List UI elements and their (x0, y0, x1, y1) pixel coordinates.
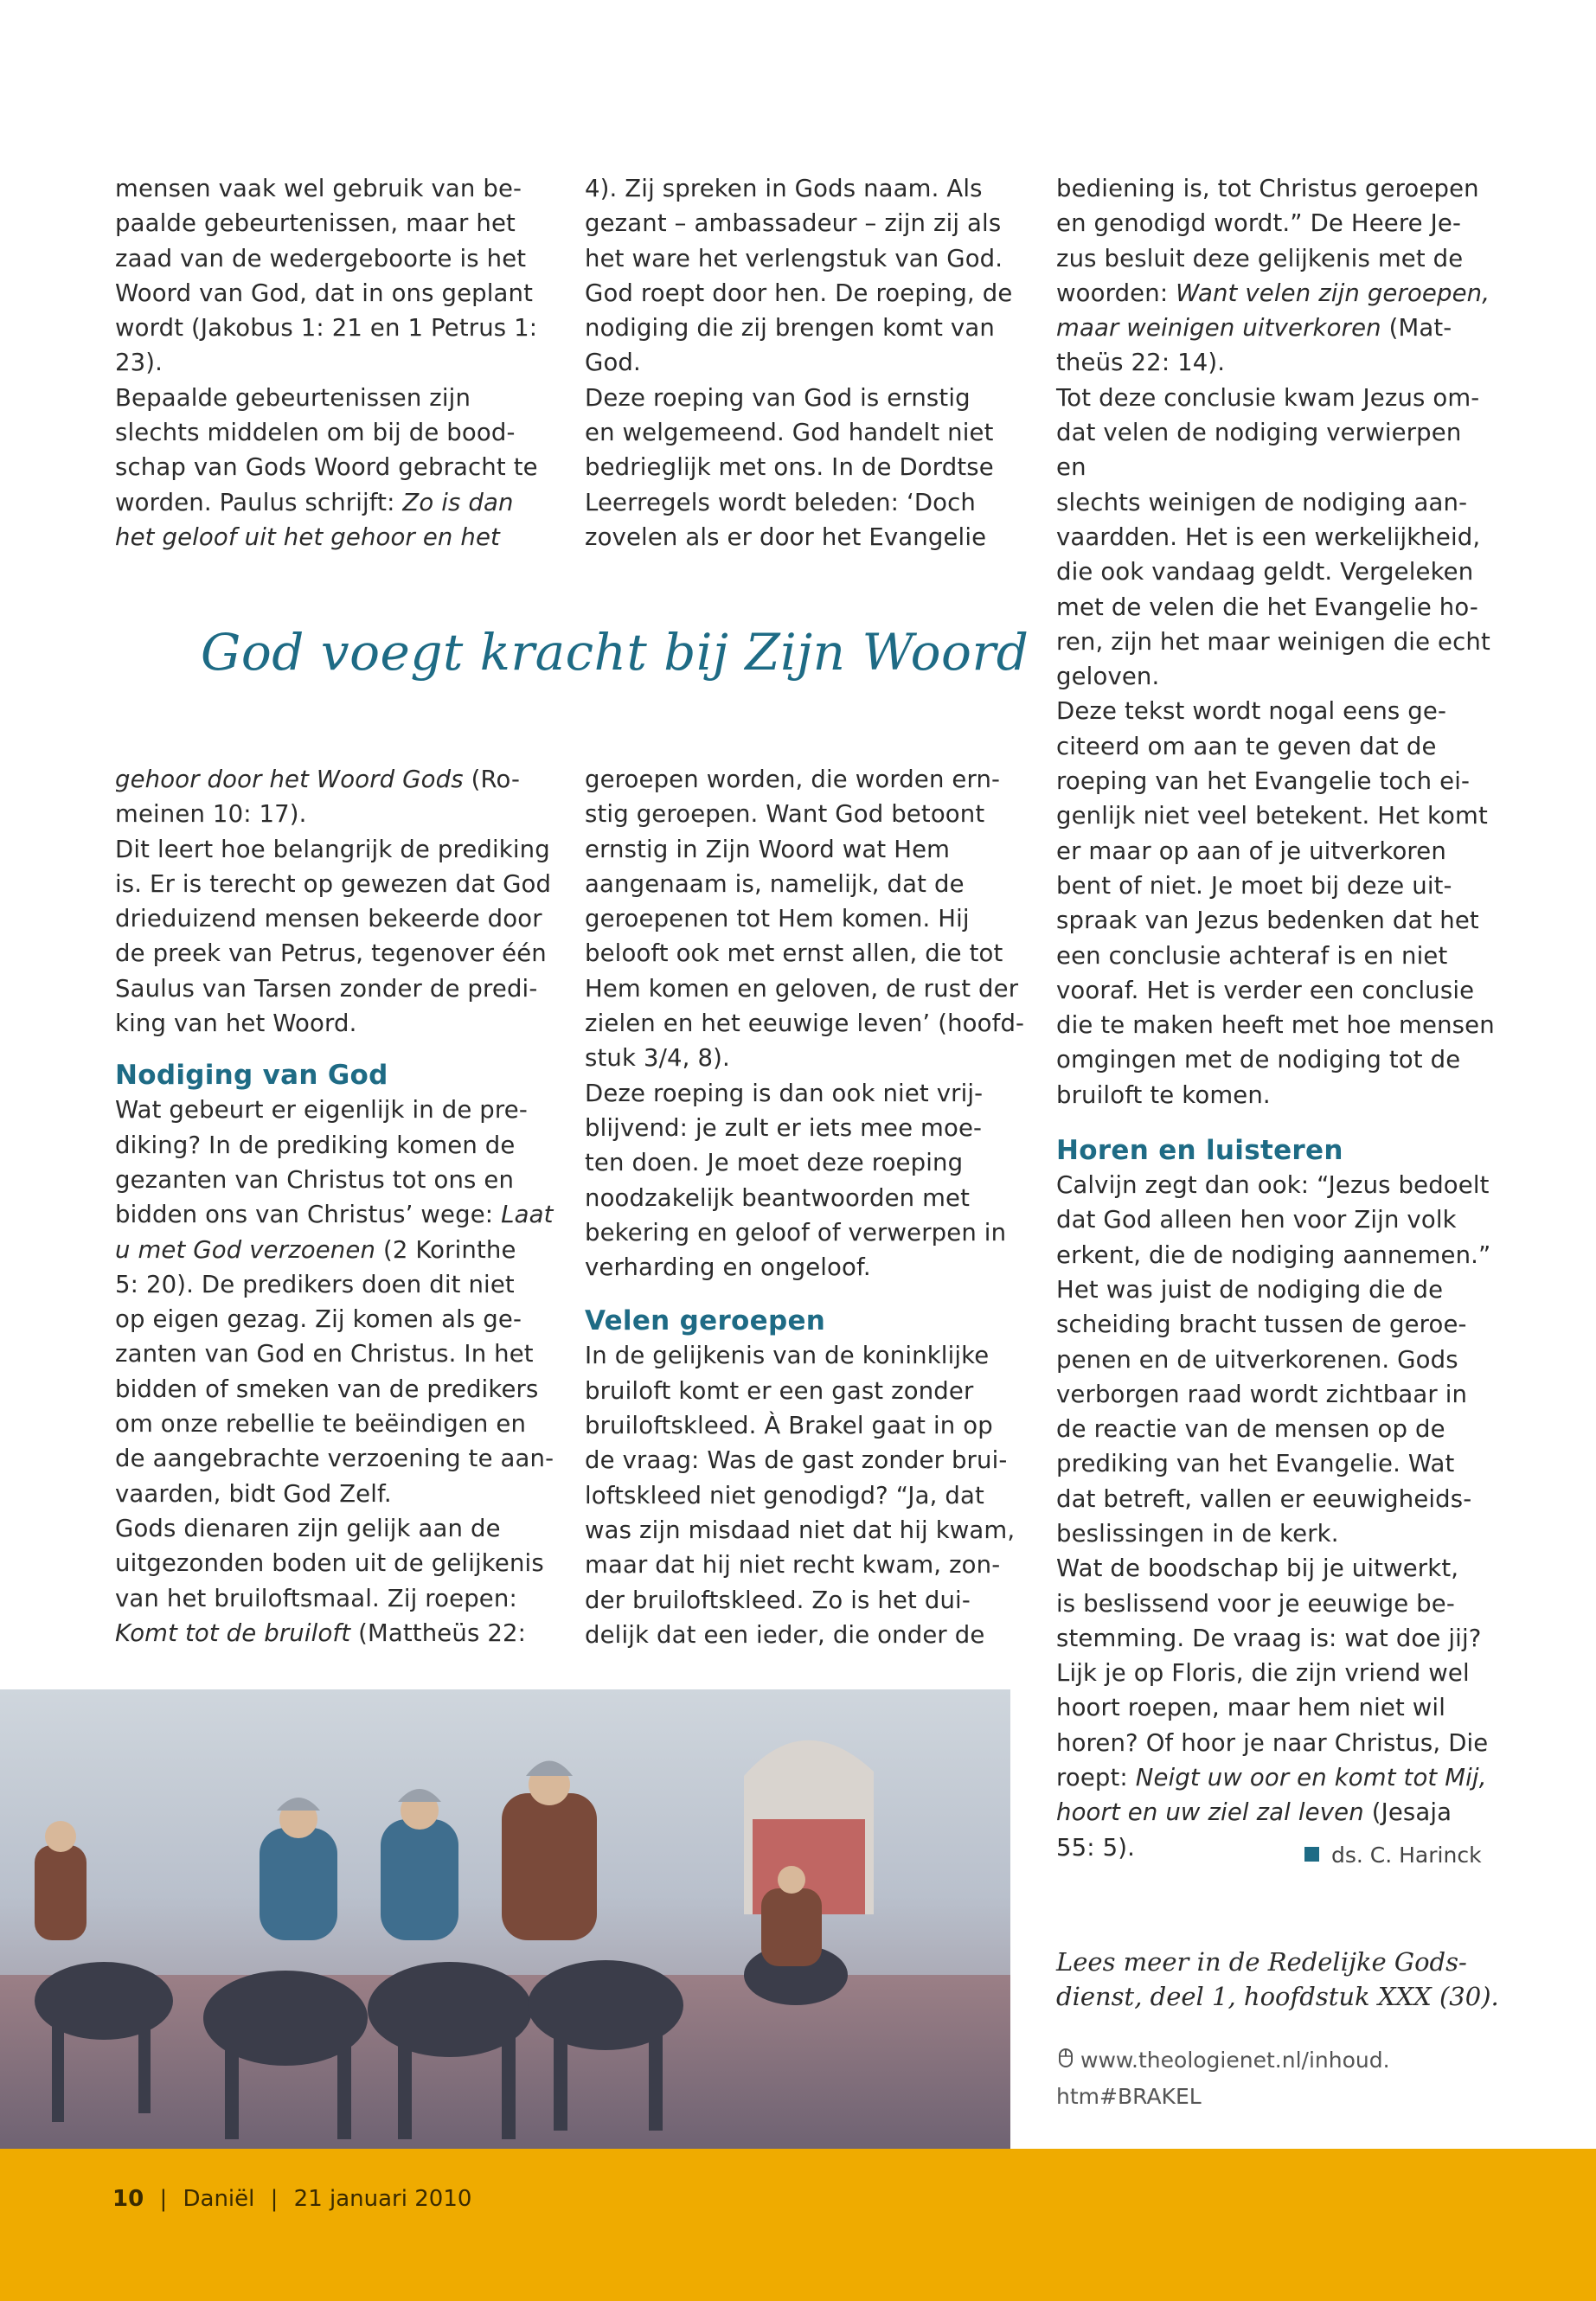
text-span: roept: (1056, 1764, 1136, 1792)
text-line: diking? In de prediking komen de (115, 1131, 516, 1159)
text-line: horen? Of hoor je naar Christus, Die (1056, 1728, 1489, 1757)
text-line: gezanten van Christus tot ons en (115, 1165, 515, 1194)
text-span: worden. Paulus schrijft: (115, 488, 403, 516)
page-number: 10 (112, 2186, 144, 2212)
text-line: drieduizend mensen bekeerde door (115, 905, 542, 933)
italic-quote: u met God verzoenen (115, 1235, 376, 1264)
text-line: maar dat hij niet recht kwam, zon- (585, 1551, 1001, 1580)
text-line: citeerd om aan te geven dat de (1056, 732, 1437, 760)
text-line: bedrieglijk met ons. In de Dordtse (585, 453, 994, 482)
text-line: vooraf. Het is verder een conclusie (1056, 976, 1475, 1004)
italic-quote: het geloof uit het gehoor en het (115, 522, 500, 551)
text-line: theüs 22: 14). (1056, 349, 1226, 377)
text-line: beslissingen in de kerk. (1056, 1519, 1339, 1548)
text-line: Wat de boodschap bij je uitwerkt, (1056, 1554, 1459, 1583)
text-line: 5: 20). De predikers doen dit niet (115, 1270, 515, 1298)
italic-quote: gehoor door het Woord Gods (115, 766, 464, 793)
text-line: 23). (115, 349, 163, 377)
italic-quote: Zo is dan (402, 488, 514, 516)
text-line: Wat gebeurt er eigenlijk in de pre- (115, 1096, 528, 1125)
text-line (115, 1616, 556, 1650)
text-line: op eigen gezag. Zij komen als ge- (115, 1305, 522, 1334)
text-line: bediening is, tot Christus geroepen (1056, 175, 1479, 202)
text-line: verborgen raad wordt zichtbaar in (1056, 1380, 1468, 1408)
text-line: met de velen die het Evangelie ho- (1056, 593, 1478, 621)
text-line: Het was juist de nodiging die de (1056, 1275, 1444, 1304)
text-line: Hem komen en geloven, de rust der (585, 974, 1019, 1003)
text-span: bidden ons van Christus’ wege: (115, 1201, 502, 1229)
text-span: woorden: (1056, 279, 1176, 307)
text-line: dat betreft, vallen er eeuwigheids- (1056, 1484, 1472, 1513)
text-line: 55: 5). (1056, 1833, 1136, 1862)
text-line: delijk dat een ieder, die onder de (585, 1620, 985, 1649)
text-line: om onze rebellie te beëindigen en (115, 1410, 527, 1439)
section-heading-nodiging: Nodiging van God (115, 1060, 388, 1092)
section-heading-velen: Velen geroepen (585, 1305, 826, 1337)
text-line: geloven. (1056, 663, 1160, 691)
text-line: Lees meer in de Redelijke Gods- (1056, 1947, 1467, 1977)
text-line: God. (585, 349, 641, 377)
text-line: slechts weinigen de nodiging aan- (1056, 488, 1468, 516)
text-line: er maar op aan of je uitverkoren (1056, 836, 1446, 865)
text-line: zanten van God en Christus. In het (115, 1340, 534, 1368)
text-line: noodzakelijk beantwoorden met (585, 1183, 971, 1212)
text-line: belooft ook met ernst allen, die tot (585, 939, 1003, 968)
text-line: roeping van het Evangelie toch ei- (1056, 767, 1471, 796)
text-line: geroepenen tot Hem komen. Hij (585, 905, 970, 933)
text-line: Bepaalde gebeurtenissen zijn (115, 383, 471, 412)
text-line: dienst, deel 1, hoofdstuk XXX (30). (1056, 1982, 1499, 2011)
text-line: bruiloftskleed. À Brakel gaat in op (585, 1412, 993, 1440)
text-line (1056, 1760, 1497, 1795)
text-span: (Mat- (1381, 314, 1452, 343)
text-line: die ook vandaag geldt. Vergeleken (1056, 558, 1474, 586)
column-3 (1056, 171, 1497, 1865)
column-2-bottom (585, 762, 1026, 1652)
text-line: hoort roepen, maar hem niet wil (1056, 1694, 1445, 1722)
footer-text (112, 2186, 471, 2212)
text-line: aangenaam is, namelijk, dat de (585, 869, 965, 898)
text-line: In de gelijkenis van de koninklijke (585, 1342, 990, 1370)
pull-quote: God voegt kracht bij Zijn Woord (201, 623, 1029, 682)
text-line: zaad van de wedergeboorte is het (115, 244, 527, 272)
italic-quote: Want velen zijn geroepen, (1176, 279, 1490, 307)
text-line: geroepen worden, die worden ern- (585, 766, 1001, 793)
text-line: wordt (Jakobus 1: 21 en 1 Petrus 1: (115, 314, 538, 343)
text-line: en genodigd wordt.” De Heere Je- (1056, 209, 1462, 238)
text-line (115, 485, 548, 520)
text-line: Deze roeping van God is ernstig (585, 383, 971, 412)
text-line (115, 1197, 556, 1232)
text-line: Saulus van Tarsen zonder de predi- (115, 974, 538, 1003)
italic-quote: Komt tot de bruiloft (115, 1618, 351, 1647)
text-line: bidden of smeken van de predikers (115, 1375, 539, 1403)
text-line (115, 520, 548, 554)
text-line: was zijn misdaad niet dat hij kwam, (585, 1516, 1016, 1544)
author-name: ds. C. Harinck (1331, 1843, 1482, 1868)
text-span: (2 Korinthe (375, 1235, 516, 1264)
text-line: king van het Woord. (115, 1009, 357, 1038)
text-line: nodiging die zij brengen komt van (585, 314, 995, 343)
issue-date: 21 januari 2010 (293, 2186, 472, 2212)
text-line (115, 1233, 556, 1267)
text-line: spraak van Jezus bedenken dat het (1056, 907, 1479, 935)
text-line: Gods dienaren zijn gelijk aan de (115, 1514, 501, 1542)
text-line: is beslissend voor je eeuwige be- (1056, 1589, 1455, 1618)
italic-quote: Neigt uw oor en komt tot Mij, (1135, 1764, 1487, 1792)
text-line: prediking van het Evangelie. Wat (1056, 1450, 1455, 1478)
text-line: Woord van God, dat in ons geplant (115, 279, 534, 307)
footer-bar (0, 2149, 1596, 2301)
text-line: gezant – ambassadeur – zijn zij als (585, 209, 1002, 238)
text-line: ren, zijn het maar weinigen die echt (1056, 627, 1490, 656)
footer-separator: | (270, 2186, 279, 2212)
text-line: scheiding bracht tussen de geroe- (1056, 1311, 1467, 1339)
text-line (1056, 2043, 1390, 2080)
column-1-top (115, 171, 548, 554)
text-line: zus besluit deze gelijkenis met de (1056, 244, 1464, 272)
text-line: en welgemeend. God handelt niet (585, 419, 994, 447)
text-line: de vraag: Was de gast zonder brui- (585, 1446, 1008, 1475)
magazine-name: Daniël (183, 2186, 255, 2212)
text-line: Leerregels wordt beleden: ‘Doch (585, 488, 977, 516)
text-line: verharding en ongeloof. (585, 1253, 871, 1282)
text-span: (Ro- (463, 766, 521, 793)
text-line: ten doen. Je moet deze roeping (585, 1149, 964, 1177)
text-line: het ware het verlengstuk van God. (585, 244, 1003, 272)
text-line: bekering en geloof of verwerpen in (585, 1218, 1007, 1247)
text-line: van het bruiloftsmaal. Zij roepen: (115, 1584, 517, 1612)
mouse-icon (1056, 2045, 1075, 2080)
text-line: die te maken heeft met hoe mensen (1056, 1011, 1495, 1040)
text-line: schap van Gods Woord gebracht te (115, 453, 538, 482)
text-line: vaardden. Het is een werkelijkheid, (1056, 522, 1481, 551)
text-line: Deze tekst wordt nogal eens ge- (1056, 697, 1447, 726)
text-line: stemming. De vraag is: wat doe jij? (1056, 1624, 1482, 1652)
italic-quote: hoort en uw ziel zal leven (1056, 1798, 1364, 1827)
text-line: penen en de uitverkorenen. Gods (1056, 1345, 1458, 1374)
text-line (1056, 1795, 1497, 1830)
text-line: paalde gebeurtenissen, maar het (115, 209, 516, 238)
text-line: loftskleed niet genodigd? “Ja, dat (585, 1481, 984, 1509)
text-line: zielen en het eeuwige leven’ (hoofd- (585, 1009, 1025, 1038)
text-line: stuk 3/4, 8). (585, 1044, 730, 1073)
read-more-note (1056, 1945, 1499, 2014)
horsemen-painting (0, 1689, 1010, 2149)
text-line (1056, 276, 1497, 311)
text-line: bent of niet. Je moet bij deze uit- (1056, 871, 1452, 900)
text-line: erkent, die de nodiging aannemen.” (1056, 1240, 1491, 1269)
text-line: 4). Zij spreken in Gods naam. Als (585, 175, 983, 202)
text-line: der bruiloftskleed. Zo is het dui- (585, 1586, 971, 1614)
text-span: (Jesaja (1363, 1798, 1452, 1827)
italic-quote: maar weinigen uitverkoren (1056, 314, 1381, 343)
column-1-bottom (115, 762, 556, 1650)
text-line: mensen vaak wel gebruik van be- (115, 175, 522, 202)
text-line: genlijk niet veel betekent. Het komt (1056, 802, 1488, 830)
text-line: Deze roeping is dan ook niet vrij- (585, 1079, 984, 1107)
text-line: is. Er is terecht op gewezen dat God (115, 869, 552, 898)
text-line: uitgezonden boden uit de gelijkenis (115, 1549, 544, 1578)
text-line (1056, 311, 1497, 345)
text-line: dat God alleen hen voor Zijn volk (1056, 1206, 1457, 1234)
text-line: slechts middelen om bij de bood- (115, 419, 516, 447)
text-line: Dit leert hoe belangrijk de prediking (115, 835, 550, 863)
web-link[interactable] (1056, 2043, 1390, 2114)
footer-separator: | (159, 2186, 168, 2212)
text-line: Lijk je op Floris, die zijn vriend wel (1056, 1659, 1470, 1688)
text-line: meinen 10: 17). (115, 800, 307, 829)
text-line: vaarden, bidt God Zelf. (115, 1479, 392, 1508)
author-credit (1304, 1843, 1482, 1868)
text-line: zovelen als er door het Evangelie (585, 522, 987, 551)
text-span: (Mattheüs 22: (350, 1618, 527, 1647)
text-line: bruiloft komt er een gast zonder (585, 1376, 974, 1405)
square-bullet-icon (1304, 1847, 1319, 1862)
column-2-top (585, 171, 1017, 554)
text-line: de aangebrachte verzoening te aan- (115, 1445, 554, 1473)
text-line: dat velen de nodiging verwierpen en (1056, 419, 1462, 482)
text-line: omgingen met de nodiging tot de (1056, 1046, 1461, 1074)
text-line: de reactie van de mensen op de (1056, 1415, 1445, 1444)
text-line: Tot deze conclusie kwam Jezus om- (1056, 383, 1480, 412)
text-line: ernstig in Zijn Woord wat Hem (585, 835, 951, 863)
text-line: Calvijn zegt dan ook: “Jezus bedoelt (1056, 1171, 1490, 1200)
text-line (115, 762, 556, 797)
text-line: een conclusie achteraf is en niet (1056, 941, 1448, 970)
text-line: God roept door hen. De roeping, de (585, 279, 1013, 307)
text-line: bruiloft te komen. (1056, 1080, 1271, 1109)
text-line: blijvend: je zult er iets mee moe- (585, 1113, 983, 1142)
link-url-part1[interactable]: www.theologienet.nl/inhoud. (1080, 2048, 1390, 2073)
section-heading-horen: Horen en luisteren (1056, 1135, 1343, 1167)
text-line: stig geroepen. Want God betoont (585, 800, 985, 829)
link-url-part2[interactable]: htm#BRAKEL (1056, 2084, 1202, 2109)
text-line: de preek van Petrus, tegenover één (115, 939, 547, 968)
italic-quote: Laat (501, 1201, 554, 1229)
